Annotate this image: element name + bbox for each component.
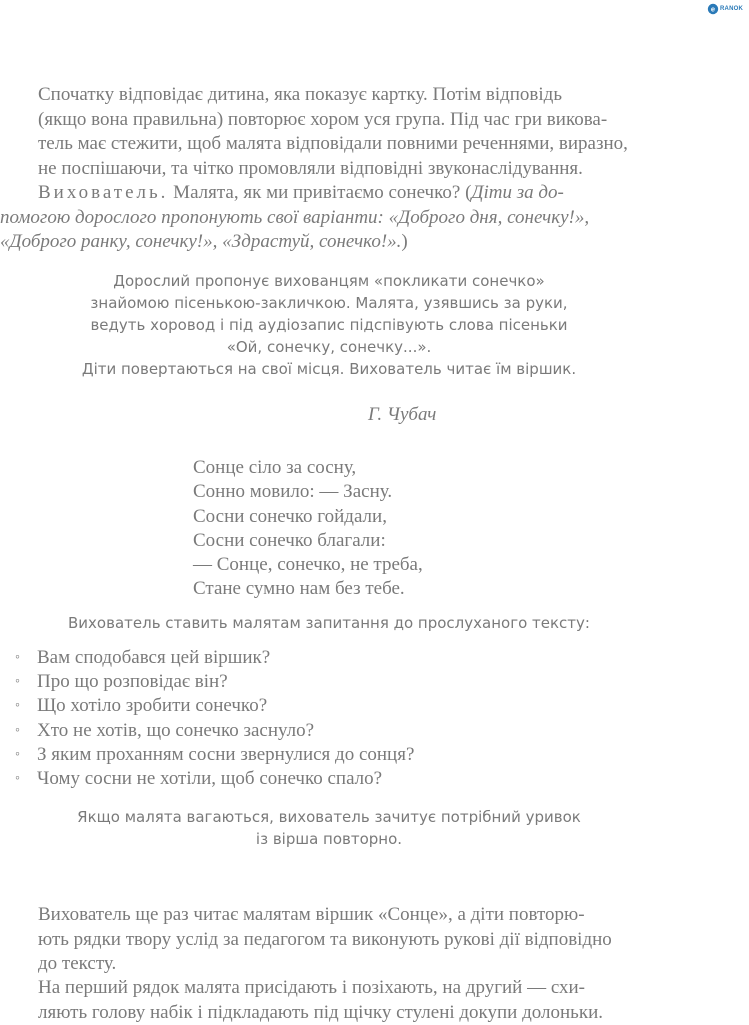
children-answer-start: Діти за до- — [471, 182, 563, 203]
questions-list — [0, 646, 414, 791]
poem-line: — Сонце, сонечко, не треба, — [193, 553, 423, 577]
final-line: ляють голову набік і підкладають під щічку стулені докупи долоньки. — [0, 1001, 658, 1025]
publisher-logo[interactable] — [707, 3, 743, 15]
bullet-icon: ◦ — [15, 694, 20, 718]
list-item — [0, 646, 414, 670]
svg-text:e: e — [711, 5, 715, 14]
poem-author: Г. Чубач — [368, 404, 436, 426]
bullet-icon: ◦ — [15, 670, 20, 694]
question-text: Про що розповідає він? — [37, 671, 228, 692]
final-line: ють рядки твору услід за педагогом та виконують рукові дії відповідно — [0, 928, 658, 953]
final-line: Вихователь ще раз читає малятам віршик «Сонце», а діти повторю- — [0, 903, 658, 928]
question-text: Хто не хотів, що сонечко заснуло? — [37, 720, 314, 741]
questions-intro: Вихователь ставить малятам запитання до прослуханого тексту: — [0, 612, 658, 634]
instruction-line: ведуть хоровод і під аудіозапис підспівують слова пісеньки — [0, 314, 658, 336]
speaker-question: Малята, як ми привітаємо сонечко? ( — [168, 182, 471, 203]
intro-line: тель має стежити, щоб малята відповідали повними реченнями, виразно, — [0, 132, 658, 157]
speaker-line-1 — [0, 181, 658, 206]
speaker-name: Вихователь. — [38, 182, 168, 203]
question-text: Чому сосни не хотіли, щоб сонечко спало? — [37, 768, 382, 789]
poem — [193, 456, 423, 602]
bullet-icon: ◦ — [15, 719, 20, 743]
list-item — [0, 719, 414, 743]
question-text: З яким проханням сосни звернулися до сонця? — [37, 744, 414, 765]
instruction-block — [0, 270, 658, 380]
list-item — [0, 670, 414, 694]
instruction-line: Дорослий пропонує вихованцям «покликати сонечко» — [0, 270, 658, 292]
question-text: Вам сподобався цей віршик? — [37, 647, 270, 668]
list-item — [0, 694, 414, 718]
bullet-icon: ◦ — [15, 743, 20, 767]
children-answer-end: «Доброго ранку, сонечку!», «Здрастуй, сонечко!». — [0, 231, 401, 252]
intro-line: Спочатку відповідає дитина, яка показує картку. Потім відповідь — [0, 83, 658, 108]
publisher-logo-icon — [707, 3, 719, 15]
intro-line: не поспішаючи, та чітко промовляли відповідні звуконаслідування. — [0, 157, 658, 182]
intro-line: (якщо вона правильна) повторює хором уся група. Під час гри викова- — [0, 108, 658, 133]
final-line: до тексту. — [0, 952, 658, 977]
bullet-icon: ◦ — [15, 767, 20, 791]
poem-line: Сосни сонечко благали: — [193, 529, 423, 553]
note-line: із вірша повторно. — [0, 828, 658, 850]
speaker-line-3 — [0, 230, 658, 255]
intro-paragraph — [0, 83, 658, 181]
hesitation-note — [0, 806, 658, 850]
closing-parenthesis: ) — [401, 231, 407, 252]
publisher-logo-text: RANOK — [720, 6, 743, 12]
bullet-icon: ◦ — [15, 646, 20, 670]
speaker-paragraph — [0, 181, 658, 255]
final-line: На перший рядок малята присідають і позіхають, на другий — схи- — [0, 976, 658, 1001]
poem-line: Сосни сонечко гойдали, — [193, 505, 423, 529]
list-item — [0, 767, 414, 791]
poem-line: Сонце сіло за сосну, — [193, 456, 423, 480]
note-line: Якщо малята вагаються, вихователь зачитує потрібний уривок — [0, 806, 658, 828]
poem-line: Сонно мовило: — Засну. — [193, 480, 423, 504]
list-item — [0, 743, 414, 767]
instruction-line: «Ой, сонечку, сонечку...». — [0, 336, 658, 358]
final-paragraph-2 — [0, 976, 658, 1025]
final-paragraph-1 — [0, 903, 658, 977]
instruction-line: знайомою пісенькою-закличкою. Малята, узявшись за руки, — [0, 292, 658, 314]
children-answer-middle: помогою дорослого пропонують свої варіанти: «Доброго дня, сонечку!», — [0, 206, 658, 231]
question-text: Що хотіло зробити сонечко? — [37, 695, 267, 716]
poem-line: Стане сумно нам без тебе. — [193, 577, 423, 601]
instruction-line: Діти повертаються на свої місця. Вихователь читає їм віршик. — [0, 358, 658, 380]
